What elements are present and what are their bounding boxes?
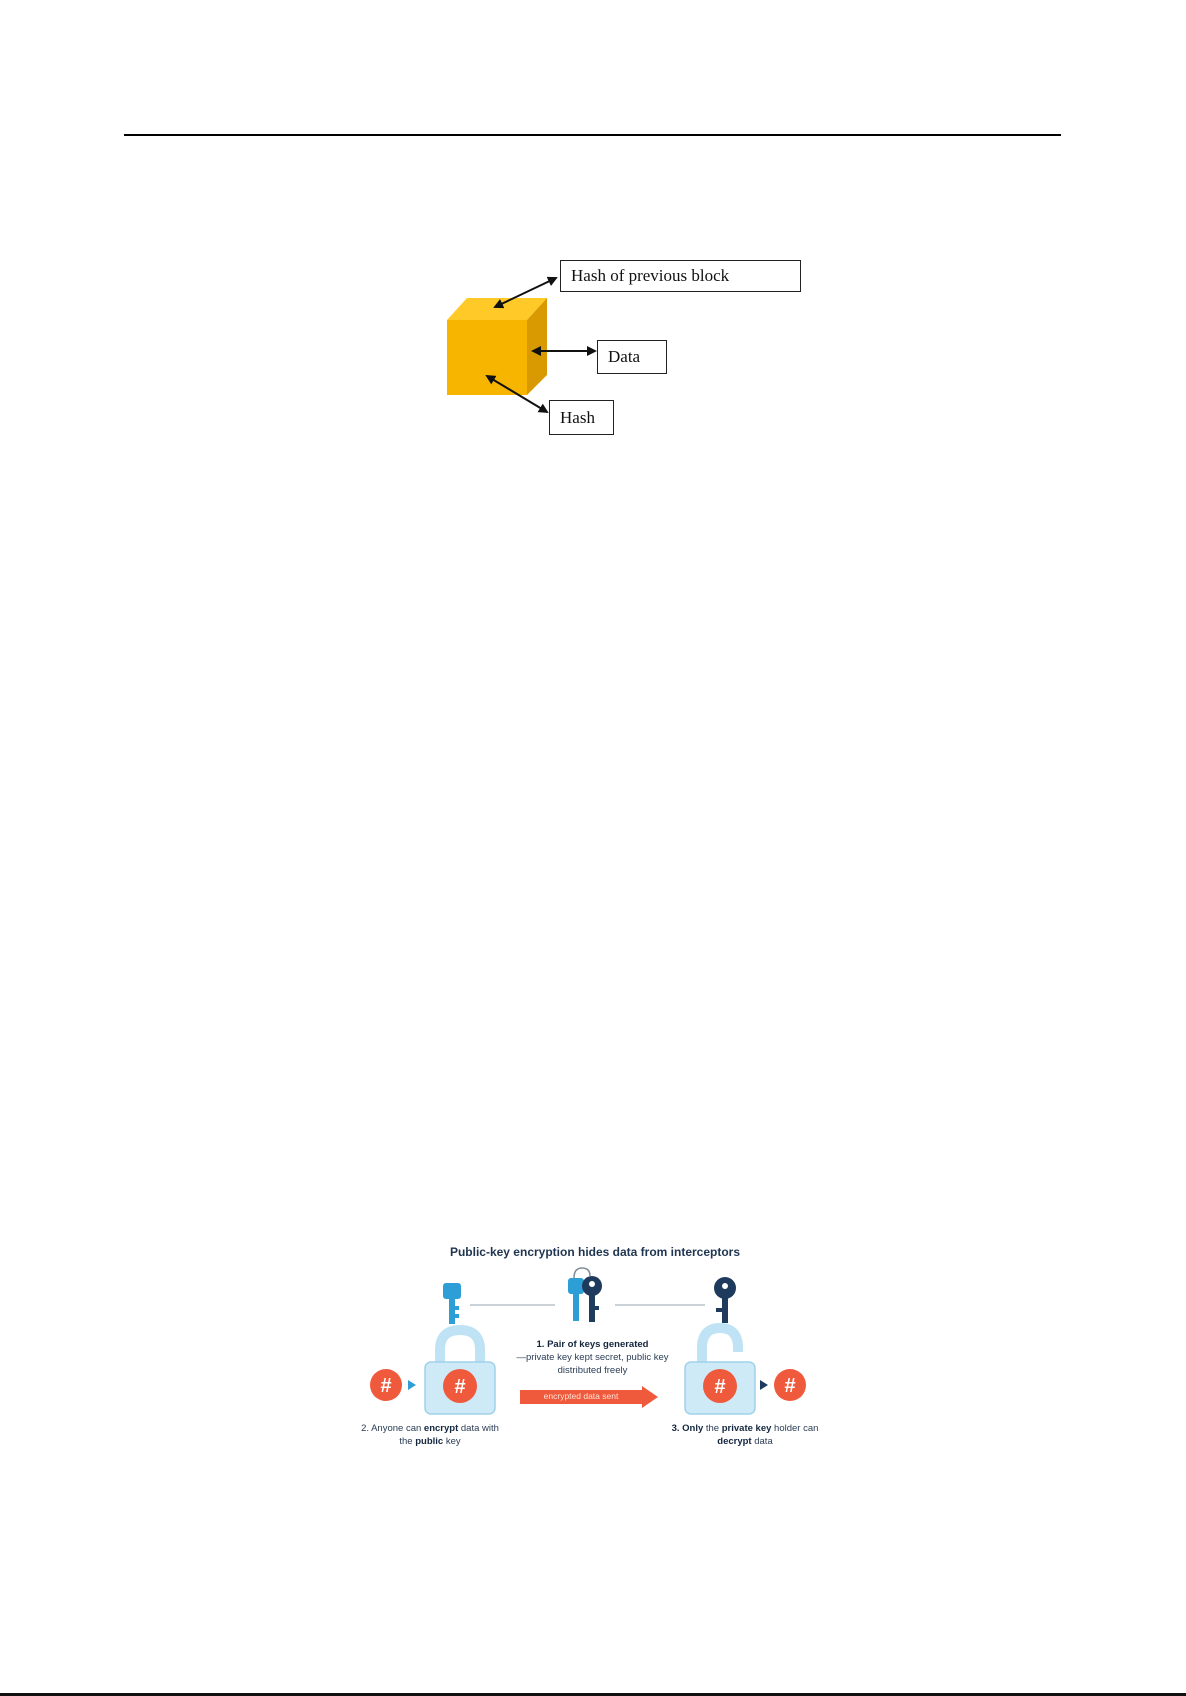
step3-tail: data — [751, 1436, 773, 1447]
step3-caption — [665, 1422, 825, 1448]
step2-mid: data with the — [399, 1423, 499, 1447]
arrow-from-lock-icon — [760, 1380, 768, 1390]
closed-lock-icon — [425, 1330, 495, 1414]
header-rule — [124, 134, 1061, 136]
private-key-icon — [714, 1277, 736, 1323]
hash-symbol: # — [380, 1375, 392, 1397]
step1-lead: 1. Pair of keys generated — [536, 1339, 649, 1350]
step3-private-key: private key — [721, 1423, 772, 1434]
block-diagram — [430, 250, 810, 450]
hash-symbol: # — [714, 1376, 726, 1398]
encryption-title: Public-key encryption hides data from interceptors — [449, 1245, 741, 1259]
step2-encrypt: encrypt — [423, 1423, 459, 1434]
step2-lead: 2. Anyone can — [361, 1423, 424, 1434]
step2-tail: key — [443, 1436, 461, 1447]
step1-rest: —private key kept secret, public key distributed freely — [516, 1352, 669, 1376]
encryption-diagram — [360, 1230, 830, 1460]
key-pair-icon — [568, 1268, 602, 1322]
previous-hash-label: Hash of previous block — [560, 260, 801, 292]
step3-mid1: the — [703, 1423, 722, 1434]
hash-symbol: # — [784, 1375, 796, 1397]
step2-public: public — [415, 1436, 444, 1447]
step3-decrypt: decrypt — [717, 1436, 752, 1447]
arrow-to-lock-icon — [408, 1380, 416, 1390]
data-label: Data — [597, 340, 667, 374]
public-key-icon — [443, 1283, 461, 1324]
hash-label: Hash — [549, 400, 614, 435]
encrypted-data-label: encrypted data sent — [543, 1391, 619, 1401]
step3-mid2: holder can — [771, 1423, 819, 1434]
hash-symbol: # — [454, 1376, 466, 1398]
step2-caption — [360, 1422, 500, 1448]
open-lock-icon — [685, 1328, 755, 1414]
cube-front-face — [447, 320, 527, 395]
step1-caption — [510, 1338, 675, 1377]
step3-lead: 3. Only — [671, 1423, 704, 1434]
